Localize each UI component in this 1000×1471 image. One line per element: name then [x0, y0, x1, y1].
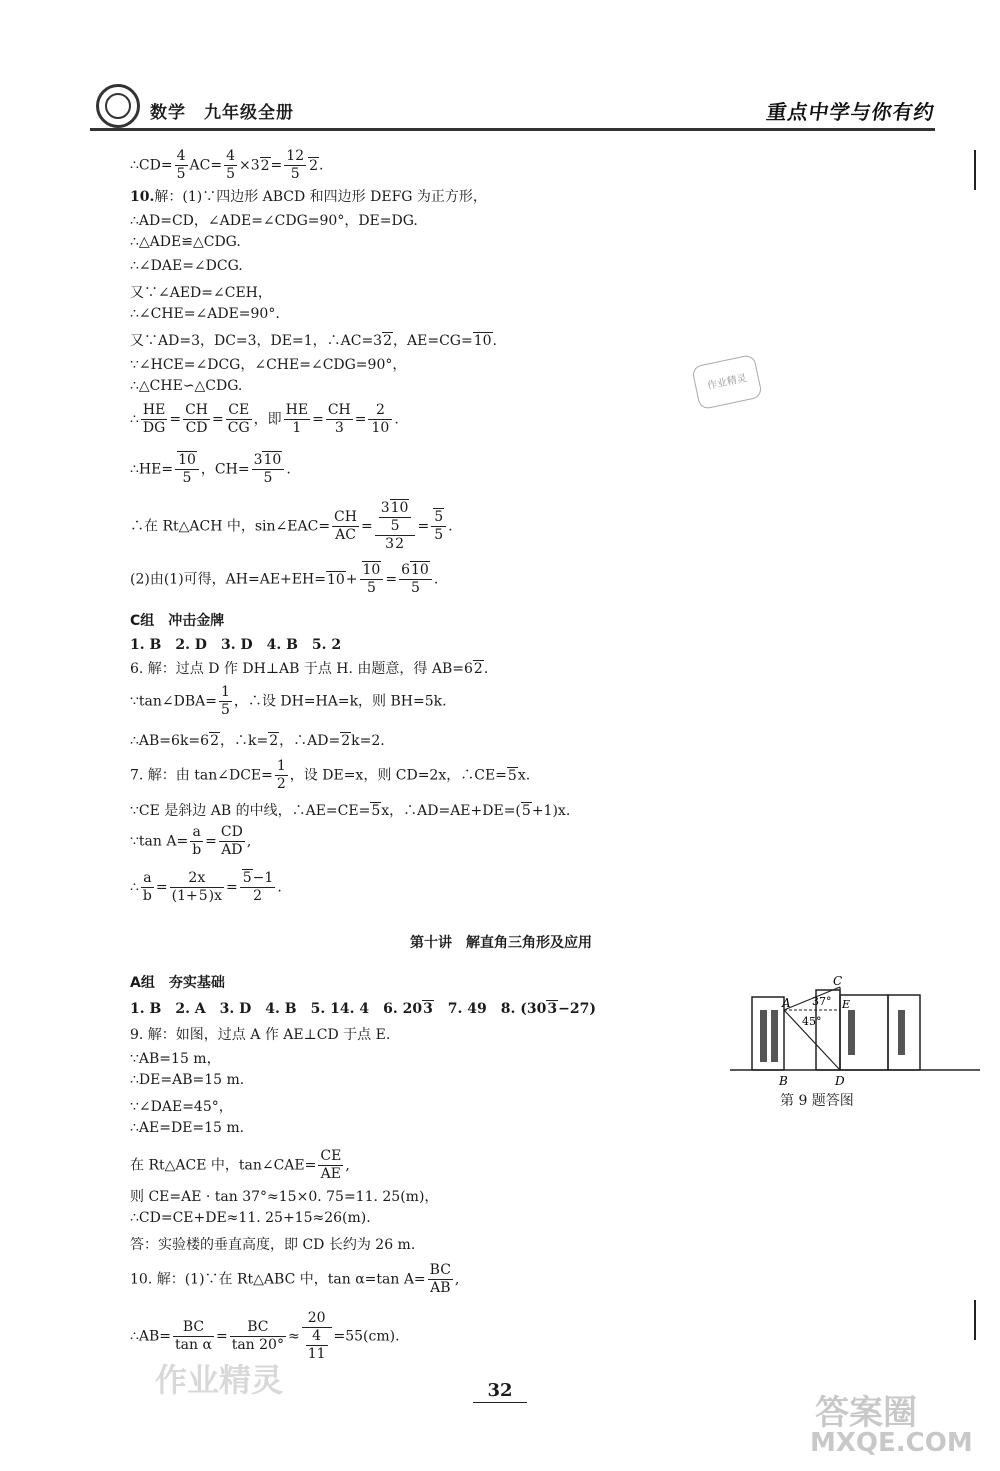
text-line: ∵∠DAE=45°，	[130, 1099, 233, 1115]
label-d: D	[835, 1074, 845, 1088]
watermark: MXQE.COM	[810, 1428, 973, 1458]
text-line: ∵tan A= $\frac{a}{b}$ = $\frac{CD}{AD}$ ,	[130, 824, 252, 858]
text-line: ∴AB= $\frac{BC}{\text{tan α}}$ = $\frac{BC}{\tan 20^\circ}$ ≈ $\frac{20}{\frac{4}{11}}$ =55(cm).	[130, 1310, 400, 1362]
text-line: ∴AD=CD，∠ADE=∠CDG=90°，DE=DG.	[130, 213, 418, 229]
question-10: 10.解：(1)∵四边形 ABCD 和四边形 DEFG 为正方形，	[130, 189, 487, 205]
text-line: 7. 解：由 tan∠DCE= $\frac{1}{2}$ ，设 DE=x，则 CD=2x，∴CE=5x.	[130, 758, 531, 792]
text-line: ∵CE 是斜边 AB 的中线，∴AE=CE=5x，∴AD=AE+DE=(5+1)x.	[130, 803, 571, 819]
text-line: 又∵∠AED=∠CEH，	[130, 285, 272, 301]
question-9-figure	[730, 975, 980, 1090]
watermark: 答案圈	[815, 1393, 917, 1433]
text-line: ∴CD= $\frac{4}{5}$ AC= $\frac{4}{5}$ ×32= $\frac{12}{5}$ 2.	[130, 148, 324, 182]
text-line: ∵∠HCE=∠DCG，∠CHE=∠CDG=90°，	[130, 357, 407, 373]
answer-list: 1. B 2. A 3. D 4. B 5. 14. 4 6. 203 7. 49 8. (303−27)	[130, 1001, 596, 1017]
figure-caption: 第 9 题答图	[780, 1093, 854, 1109]
text-line: ∴HE= $\frac{10}{5}$ ，CH= $\frac{310}{5}$ .	[130, 452, 291, 486]
text-line: ∴在 Rt△ACH 中，sin∠EAC= $\frac{CH}{AC}$ = $\frac{\frac{310}{5}}{32}$ = $\frac{5}{5}$ .	[130, 500, 453, 552]
text-line: ∴AE=DE=15 m.	[130, 1120, 245, 1136]
text-line: ∴CD=CE+DE≈11. 25+15≈26(m).	[130, 1210, 371, 1226]
page-header	[90, 82, 935, 132]
text-line: ∴∠DAE=∠DCG.	[130, 258, 243, 274]
text-line: ∴ $\frac{HE}{DG}$ = $\frac{CH}{CD}$ = $\frac{CE}{CG}$ ，即 $\frac{HE}{1}$ = $\frac{CH}{3}$ = $\frac{2}{10}$ .	[130, 402, 399, 436]
edge-mark	[974, 1300, 976, 1340]
text-line: ∴AB=6k=62，∴k=2，∴AD=2k=2.	[130, 733, 385, 749]
edge-mark	[974, 150, 976, 190]
text-line: 又∵AD=3，DC=3，DE=1，∴AC=32，AE=CG=10.	[130, 333, 497, 349]
angle-37: 37°	[812, 995, 832, 1008]
question-10b: 10. 解：(1)∵在 Rt△ABC 中，tan α=tan A= $\frac{BC}{AB}$ ,	[130, 1262, 460, 1296]
text-line: ∴ $\frac{a}{b}$ = $\frac{2x}{(1+5)x}$ = $\frac{5-1}{2}$ .	[130, 870, 282, 904]
text-line: ∴DE=AB=15 m.	[130, 1072, 245, 1088]
text-line: ∵AB=15 m，	[130, 1051, 221, 1067]
text-line: ∴△ADE≌△CDG.	[130, 234, 241, 250]
text-line: ∵tan∠DBA= $\frac{1}{5}$ ，∴设 DH=HA=k，则 BH=5k.	[130, 684, 447, 718]
text-line: ∴△CHE∽△CDG.	[130, 378, 243, 394]
text-line: (2)由(1)可得，AH=AE+EH=10+ $\frac{10}{5}$ = $\frac{610}{5}$ .	[130, 562, 439, 596]
section-heading-a: A组 夯实基础	[130, 975, 225, 991]
text-line: 在 Rt△ACE 中，tan∠CAE= $\frac{CE}{AE}$ ,	[130, 1148, 350, 1182]
text-line: ∴∠CHE=∠ADE=90°.	[130, 306, 280, 322]
angle-45: 45°	[802, 1015, 822, 1028]
label-c: C	[833, 975, 843, 988]
header-rule	[90, 128, 935, 131]
lecture-title: 第十讲 解直角三角形及应用	[410, 935, 592, 951]
label-e: E	[842, 998, 851, 1011]
slogan: 重点中学与你有约	[765, 100, 937, 124]
book-title: 数学 九年级全册	[150, 103, 294, 123]
label-b: B	[779, 1074, 788, 1088]
watermark: 作业精灵	[155, 1361, 284, 1399]
text-line: 答：实验楼的垂直高度，即 CD 长约为 26 m.	[130, 1237, 416, 1253]
text-line: 9. 解：如图，过点 A 作 AE⊥CD 于点 E.	[130, 1027, 391, 1043]
school-logo-icon	[96, 84, 140, 128]
label-a: A	[782, 996, 791, 1010]
stamp-icon: 作业精灵	[691, 354, 763, 410]
answer-list: 1. B 2. D 3. D 4. B 5. 2	[130, 637, 342, 653]
text-line: 则 CE=AE · tan 37°≈15×0. 75=11. 25(m)，	[130, 1189, 439, 1205]
section-heading-c: C组 冲击金牌	[130, 613, 225, 629]
page-number: 32	[455, 1377, 545, 1405]
text-line: 6. 解：过点 D 作 DH⊥AB 于点 H. 由题意，得 AB=62.	[130, 661, 489, 677]
